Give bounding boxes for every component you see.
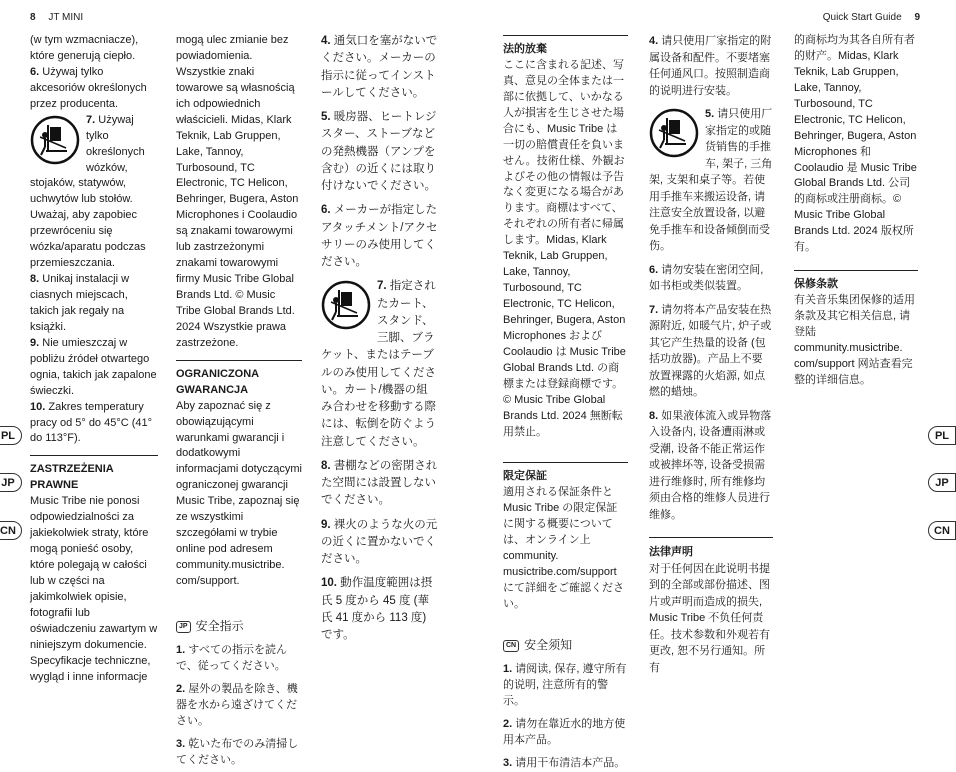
pl-item-6-number: 6. [30,65,40,78]
cn-item-2-number: 2. [503,718,513,731]
left-page-title: JT MINI [48,12,84,23]
pl-item-10-text: Zakres temperatury pracy od 5° do 45°C (41° do 113°F). [30,400,153,445]
jp-warranty-text: 適用される保証条件と Music Tribe の限定保証に関する概要については、オンライン上 community. musictribe.com/support にて詳細をご確認ください。 [503,486,624,610]
cn-item-3-number: 3. [503,756,513,769]
language-tab-cn-left[interactable]: CN [0,521,22,540]
section-divider [503,462,628,463]
jp-item-4-number: 4. [321,35,331,47]
jp-item-3-number: 3. [176,737,186,750]
jp-item-2-number: 2. [176,683,186,696]
right-page-title: Quick Start Guide [822,12,902,23]
column-jp-safety [321,33,439,653]
cart-tipover-warning-icon [30,115,80,165]
jp-item-5-text: 暖房器、ヒートレジスター、ストーブなどの発熱機器（アンプを含む）の近くには取り付けないでください。 [321,111,437,192]
jp-language-badge: JP [176,621,191,633]
cn-item-8-text: 如果液体流入或异物落入设备内, 设备遭雨淋或受潮, 设备不能正常运作或被摔坏等, 设备受损需进行维修时, 所有维修均须由合格的维修人员进行维修。 [649,409,772,521]
cn-item-7-number: 7. [649,303,659,316]
cn-item-3-text: 请用干布清洁本产品。 [515,756,626,769]
jp-item-1-number: 1. [176,644,186,657]
pl-item-6-text: Używaj tylko akcesoriów określonych przez producenta. [30,65,147,110]
left-page-header [30,12,83,23]
section-divider [176,360,302,361]
pl-legal-continued: mogą ulec zmianie bez powiadomienia. Wszystkie znaki towarowe są własnością ich odpowiednich właścicieli. Midas, Klark Teknik, Lab Gruppen, Lake, Tannoy, Turbosound, TC Electronic, TC Helicon, Behringer, Bugera, Aston Microphones i Coolaudio są znakami towarowymi lub zastrzeżonymi znakami towarowymi firmy Music Tribe Global Brands Ltd. © Music Tribe Global Brands Ltd. 2024 Wszystkie prawa zastrzeżone. [176,34,299,349]
pl-item-8-number: 8. [30,273,40,286]
jp-legal-title: 法的放棄 [503,43,547,55]
pl-item-9-number: 9. [30,336,40,349]
section-divider [30,455,158,456]
jp-warranty-title: 限定保証 [503,470,547,483]
pl-safety-intro: (w tym wzmacniacze), które generują ciepło. [30,34,139,62]
column-jp-legal-cn-safety [503,33,628,769]
pl-warranty-text: Aby zapoznać się z obowiązującymi warunkami gwarancji i dodatkowymi informacjami dotyczącymi ograniczonej gwarancji Music Tribe, zapoznaj się ze wszystkimi szczegółami w trybie online pod adresem community.musictribe. com/support. [176,399,302,587]
cn-item-1-text: 请阅读, 保存, 遵守所有的说明, 注意所有的警示。 [503,663,627,708]
jp-item-7-text: 指定されたカート、スタンド、三脚、ブラケット、またはテーブルのみ使用してください。カート/機器の組み合わせを移動する際には、転倒を防ぐよう注意してください。 [321,280,436,448]
pl-item-10-number: 10. [30,400,46,413]
cn-item-5-number: 5. [705,108,715,120]
language-tab-jp-left[interactable]: JP [0,473,22,492]
section-divider [649,537,773,538]
jp-section-heading [176,618,302,635]
cn-legal-title: 法律声明 [649,546,693,558]
right-page-number: 9 [914,12,920,23]
column-cn-legal-warranty [794,33,918,653]
cn-item-7-text: 请勿将本产品安装在热源附近, 如暖气片, 炉子或其它产生热量的设备 (包括功放器)。产品上不要放置裸露的火焰源, 如点燃的蜡烛。 [649,303,772,398]
column-pl-safety [30,33,158,683]
cn-item-6-text: 请勿安装在密闭空间, 如书柜或类似装置。 [649,263,764,292]
cn-section-heading [503,637,628,654]
jp-legal-text: ここに含まれる記述、写真、意見の全体または一部に依拠して、いかなる人が損害を生じさせた場合にも、Music Tribe は一切の賠償責任を負いません。技術仕様、外観およびその他の情報は予告なく変更になる場合があります。商標はすべて、それぞれの所有者に帰属します。Midas, Klark Teknik, Lab Gruppen, Lake, Tannoy, Turbosound, TC Electronic, TC Helicon, Behringer, Bugera, Aston Microphones および Coolaudio は Music Tribe Global Brands Ltd. の商標または登録商標です。© Music Tribe Global Brands Ltd. 2024 無断転用禁止。 [503,58,626,438]
cn-legal-continued: 的商标均为其各自所有者的财产。Midas, Klark Teknik, Lab Gruppen, Lake, Tannoy, Turbosound, TC Electronic, TC Helicon, Behringer, Bugera, Aston Microphones 和 Coolaudio 是 Music Tribe Global Brands Ltd. 公司的商标或注册商标。© Music Tribe Global Brands Ltd. 2024 版权所有。 [794,34,917,254]
pl-warranty-title: OGRANICZONA GWARANCJA [176,367,259,396]
column-cn-safety-legal [649,33,773,674]
left-page-number: 8 [30,12,36,23]
cn-item-5-text: 请只使用厂家指定的或随货销售的手推车, 架子, 三角架, 支架和桌子等。若使用手推车来搬运设备, 请注意安全放置设备, 以避免手推车和设备倾倒而受伤。 [649,108,773,252]
column-pl-legal-jp-safety [176,33,302,766]
cn-section-title: 安全须知 [524,637,573,652]
pl-item-9-text: Nie umieszczaj w pobliżu źródeł otwartego ognia, takich jak zapalone świeczki. [30,336,157,397]
cart-tipover-warning-icon [649,108,699,158]
jp-item-10-number: 10. [321,577,337,590]
section-divider [794,270,918,271]
language-tab-pl-left[interactable]: PL [0,426,22,445]
language-tab-pl-right[interactable]: PL [928,426,956,445]
jp-item-8-number: 8. [321,459,331,472]
jp-item-5-number: 5. [321,111,331,123]
jp-item-9-number: 9. [321,518,331,531]
jp-item-9-text: 裸火のような火の元の近くに置かないでください。 [321,518,438,565]
jp-section-title: 安全指示 [195,618,244,633]
cn-warranty-title: 保修条款 [794,278,838,291]
jp-item-6-text: メーカーが指定したアタッチメント/アクセサリーのみ使用してください。 [321,204,438,268]
pl-legal-title: ZASTRZEŻENIA PRAWNE [30,463,114,492]
pl-item-8-text: Unikaj instalacji w ciasnych miejscach, takich jak regały na książki. [30,273,130,333]
section-divider [503,35,628,36]
pl-item-7-text: Używaj tylko określonych wózków, stojaków, statywów, uchwytów lub stołów. Uważaj, aby zapobiec przewróceniu się wózka/aparatu podczas przemieszczania. [30,113,146,270]
jp-item-10-text: 動作温度範囲は摂氏 5 度から 45 度 (華氏 41 度から 113 度) です。 [321,577,433,641]
cn-warranty-text: 有关音乐集团保修的适用条款及其它相关信息, 请登陆 community.musictribe. com/support 网站查看完整的详细信息。 [794,294,915,386]
jp-item-4-text: 通気口を塞がないでください。メーカーの指示に従ってインストールしてください。 [321,35,438,99]
jp-item-1-text: すべての指示を読んで、従ってください。 [176,644,288,673]
jp-item-7-number: 7. [377,280,387,293]
cn-item-1-number: 1. [503,663,513,676]
jp-item-3-text: 乾いた布でのみ清掃してください。 [176,737,299,766]
right-page-header [823,12,920,23]
cn-language-badge: CN [503,640,519,652]
cn-item-4-text: 请只使用厂家指定的附属设备和配件。不要堵塞任何通风口。按照制造商的说明进行安装。 [649,35,772,97]
pl-legal-text: Music Tribe nie ponosi odpowiedzialności za jakiekolwiek straty, które mogą ponieść osoby, które polegają w całości lub w części na jakimkolwiek opisie, fotografii lub oświadczeniu zawartym w niniejszym dokumencie. Specyfikacje techniczne, wygląd i inne informacje [30,495,158,683]
pl-item-7-number: 7. [86,113,96,126]
language-tab-cn-right[interactable]: CN [928,521,956,540]
cn-item-8-number: 8. [649,409,659,422]
cn-item-4-number: 4. [649,35,659,47]
cn-item-6-number: 6. [649,263,659,276]
jp-item-8-text: 書棚などの密閉された空間には設置しないでください。 [321,459,438,507]
language-tab-jp-right[interactable]: JP [928,473,956,492]
cart-tipover-warning-icon [321,280,371,330]
cn-legal-text: 对于任何因在此说明书提到的全部或部份描述、图片或声明而造成的损失, Music Tribe 不负任何责任。技术参数和外观若有更改, 恕不另行通知。所有 [649,562,770,674]
cn-item-2-text: 请勿在靠近水的地方使用本产品。 [503,718,626,747]
jp-item-2-text: 屋外の製品を除き、機器を水から遠ざけてください。 [176,683,298,728]
jp-item-6-number: 6. [321,204,331,217]
